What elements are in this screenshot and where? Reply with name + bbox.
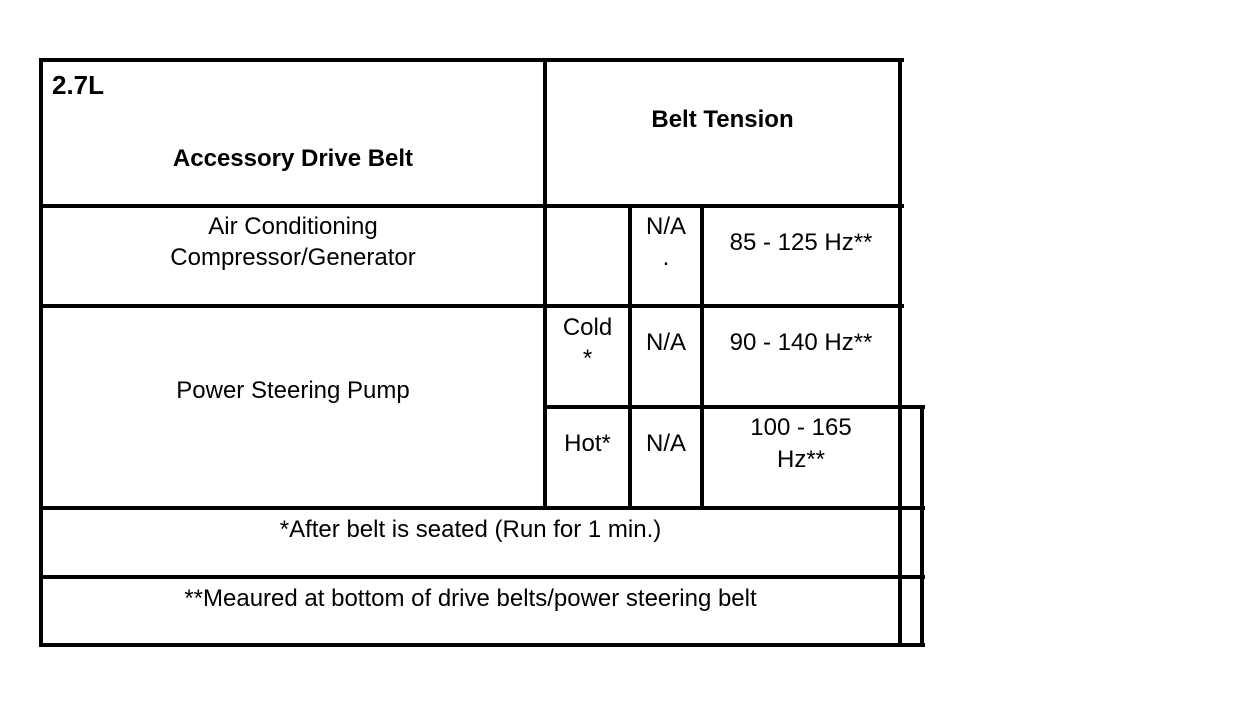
value-row1: 85 - 125 Hz** [729,229,873,256]
header-accessory-drive-belt: Accessory Drive Belt [172,145,414,172]
component-power-steering: Power Steering Pump [176,377,410,404]
value-row3-line1: 100 - 165 [750,414,852,441]
condition-cold-line1: Cold [562,314,613,341]
footnote-measured: **Meaured at bottom of drive belts/power steering belt [184,585,757,612]
condition-cold-line2: * [582,345,593,372]
divider-footnote1 [39,506,925,510]
header-belt-tension: Belt Tension [651,106,794,133]
divider-row2-right [544,405,925,409]
border-right-outer [920,405,924,647]
engine-label: 2.7L [52,70,105,100]
footnote-seated: *After belt is seated (Run for 1 min.) [279,516,662,543]
condition-hot: Hot* [564,430,611,457]
component-ac-line1: Air Conditioning [208,213,378,240]
divider-row1 [39,304,904,308]
value-row2: 90 - 140 Hz** [729,329,873,356]
divider-footnote2 [39,575,925,579]
na-row1-line2: . [662,244,670,271]
border-top [39,58,904,62]
value-row3-line2: Hz** [776,446,825,473]
component-ac-line2: Compressor/Generator [170,244,416,271]
border-bottom [39,643,925,647]
divider-header [39,204,904,208]
border-right-inner [898,58,902,647]
na-row3: N/A [645,430,686,457]
na-row1-line1: N/A [645,213,686,240]
na-row2: N/A [645,329,686,356]
